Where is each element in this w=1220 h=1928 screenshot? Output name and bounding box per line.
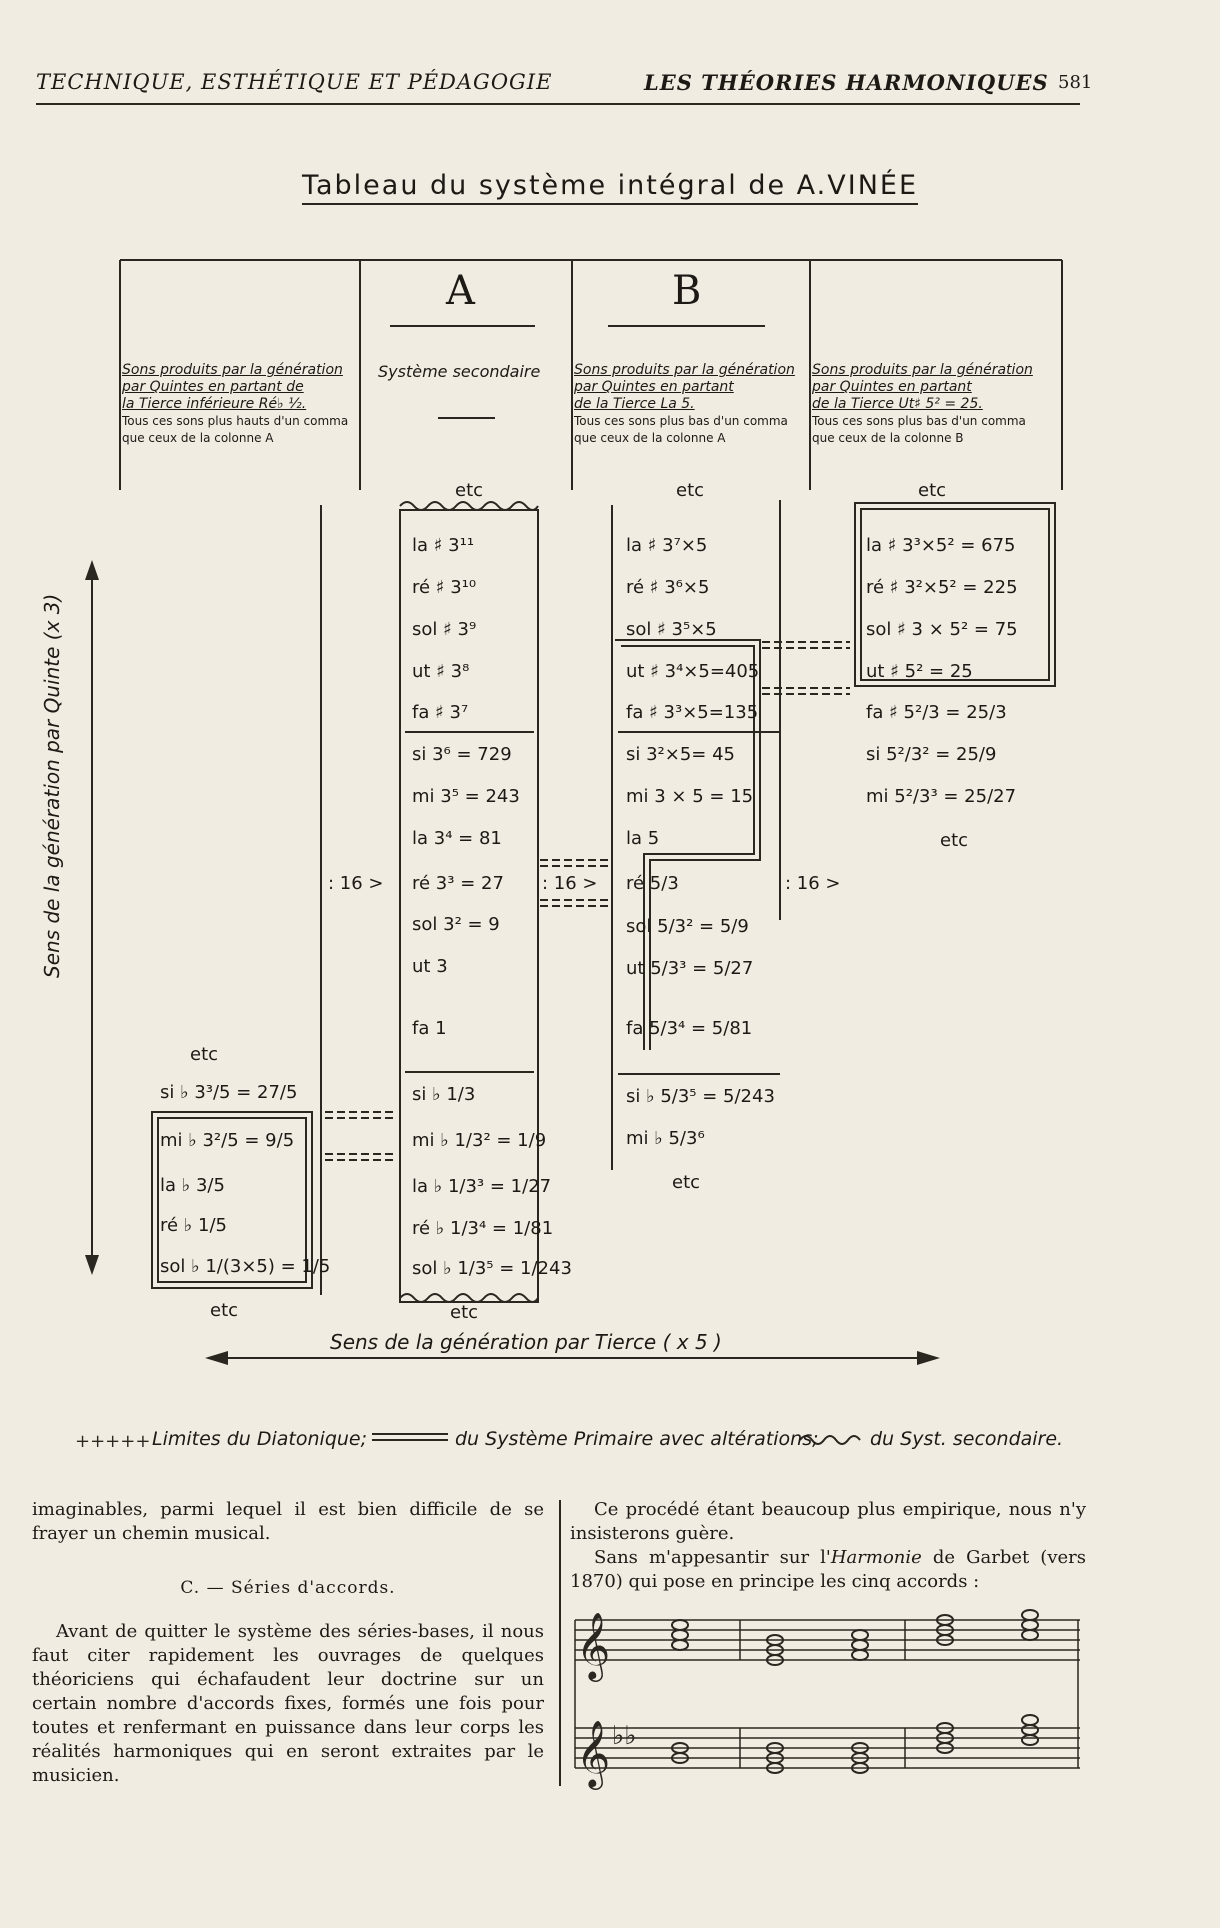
- svg-text:𝄞: 𝄞: [576, 1719, 611, 1787]
- colA-cell: ré ♯ 3¹⁰: [412, 577, 477, 598]
- colA-cell: si ♭ 1/3: [412, 1084, 476, 1105]
- col4-cell: mi 5²/3³ = 25/27: [866, 786, 1017, 807]
- colA-cell: mi 3⁵ = 243: [412, 786, 520, 807]
- horizontal-axis-label: Sens de la génération par Tierce ( x 5 ): [330, 1330, 722, 1354]
- column-1-header: [122, 362, 358, 447]
- col4-line-3: de la Tierce Ut♯ 5² = 25.: [812, 396, 983, 412]
- svg-text:+++++: +++++: [75, 1431, 151, 1452]
- col1-cell: ré ♭ 1/5: [160, 1215, 227, 1236]
- col4-line-1: Sons produits par la génération: [812, 362, 1033, 378]
- legend-diatonic: Limites du Diatonique;: [152, 1428, 368, 1450]
- etc-colA-top: etc: [455, 480, 484, 501]
- colB-cell: sol 5/3² = 5/9: [626, 916, 749, 937]
- col4-cell: la ♯ 3³×5² = 675: [866, 535, 1016, 556]
- col4-cell: si 5²/3² = 25/9: [866, 744, 997, 765]
- col4-cell: ut ♯ 5² = 25: [866, 661, 973, 682]
- colA-cell: sol ♯ 3⁹: [412, 619, 477, 640]
- colA-cell: mi ♭ 1/3² = 1/9: [412, 1130, 547, 1151]
- etc-col1-bottom: etc: [210, 1300, 239, 1321]
- col1-cell: mi ♭ 3²/5 = 9/5: [160, 1130, 295, 1151]
- column-divider: [559, 1500, 561, 1786]
- right-paragraph-2: [570, 1546, 1086, 1594]
- colB-cell: si ♭ 5/3⁵ = 5/243: [626, 1086, 775, 1107]
- colB-cell: mi 3 × 5 = 15: [626, 786, 754, 807]
- col4-cell: fa ♯ 5²/3 = 25/3: [866, 702, 1007, 723]
- colA-cell: la 3⁴ = 81: [412, 828, 502, 849]
- etc-col4-bottom: etc: [940, 830, 969, 851]
- col4-cell: sol ♯ 3 × 5² = 75: [866, 619, 1018, 640]
- left-paragraph-2: Avant de quitter le système des séries-bases, il nous faut citer rapidement les ouvrages de quelques théoriciens qui échafaudent leur doctrine sur un certain nombre d'accords fixes, formés une fois pour toutes et renfermant en puissance dans leur corps les réalités harmoniques qui en seront extraites par le musicien.: [32, 1621, 544, 1786]
- right-paragraph-2-emphasis: Harmonie: [830, 1547, 922, 1568]
- colB-cell: la ♯ 3⁷×5: [626, 535, 708, 556]
- etc-colB-bottom: etc: [672, 1172, 701, 1193]
- col1-line-3: la Tierce inférieure Ré♭ ½.: [122, 396, 307, 412]
- colB-cell: si 3²×5= 45: [626, 744, 736, 765]
- col4-line-5: que ceux de la colonne B: [812, 431, 964, 445]
- etc-col4-top: etc: [918, 480, 947, 501]
- colA-cell: ut 3: [412, 956, 448, 977]
- colA-cell: sol ♭ 1/3⁵ = 1/243: [412, 1258, 572, 1279]
- colA-cell: fa 1: [412, 1018, 447, 1039]
- colB-cell: sol ♯ 3⁵×5: [626, 619, 717, 640]
- colA-cell: si 3⁶ = 729: [412, 744, 512, 765]
- col4-cell: ré ♯ 3²×5² = 225: [866, 577, 1018, 598]
- legend-primary: du Système Primaire avec altérations;: [455, 1428, 819, 1450]
- col1-cell: si ♭ 3³/5 = 27/5: [160, 1082, 298, 1103]
- colB-cell: fa ♯ 3³×5=135: [626, 702, 759, 723]
- col4-line-4: Tous ces sons plus bas d'un comma: [812, 414, 1026, 428]
- col1-cell: sol ♭ 1/(3×5) = 1/5: [160, 1256, 331, 1277]
- colB-cell: la 5: [626, 828, 660, 849]
- vertical-axis-label: Sens de la génération par Quinte (x 3): [40, 593, 64, 978]
- colB-cell: fa 5/3⁴ = 5/81: [626, 1018, 753, 1039]
- running-header-left: TECHNIQUE, ESTHÉTIQUE ET PÉDAGOGIE: [36, 70, 553, 94]
- colB-cell: mi ♭ 5/3⁶: [626, 1128, 705, 1149]
- colA-cell: fa ♯ 3⁷: [412, 702, 469, 723]
- col1-line-5: que ceux de la colonne A: [122, 431, 274, 445]
- colB-line-3: de la Tierce La 5.: [574, 396, 695, 412]
- colA-cell: la ♯ 3¹¹: [412, 535, 475, 556]
- etc-col1-top: etc: [190, 1044, 219, 1065]
- column-A-letter: A: [446, 268, 475, 314]
- ratio-colA: : 16 >: [542, 873, 598, 894]
- colA-cell: sol 3² = 9: [412, 914, 500, 935]
- left-paragraph-1: imaginables, parmi lequel il est bien difficile de se frayer un chemin musical.: [32, 1499, 544, 1544]
- svg-text:𝄞: 𝄞: [576, 1611, 611, 1679]
- col1-line-1: Sons produits par la génération: [122, 362, 343, 378]
- right-paragraph-2-text-a: Sans m'appesantir sur l': [594, 1547, 831, 1568]
- svg-text:♭♭: ♭♭: [612, 1721, 637, 1751]
- running-header-right: LES THÉORIES HARMONIQUES: [644, 70, 1049, 95]
- section-heading: C. — Séries d'accords.: [180, 1578, 396, 1598]
- col1-cell: la ♭ 3/5: [160, 1175, 225, 1196]
- col1-line-2: par Quintes en partant de: [122, 379, 304, 395]
- ratio-colB: : 16 >: [785, 873, 841, 894]
- table-title: Tableau du système intégral de A.VINÉE: [0, 170, 1220, 201]
- legend-secondary: du Syst. secondaire.: [870, 1428, 1064, 1450]
- col4-line-2: par Quintes en partant: [812, 379, 972, 395]
- colB-cell: ré ♯ 3⁶×5: [626, 577, 710, 598]
- right-paragraph-2-text-b: de Garbet (vers 1870) qui pose en principe les cinq accords :: [570, 1547, 1086, 1592]
- colB-cell: ut 5/3³ = 5/27: [626, 958, 754, 979]
- colB-line-1: Sons produits par la génération: [574, 362, 795, 378]
- column-4-header: [812, 362, 1060, 447]
- page-number: 581: [1058, 72, 1093, 93]
- column-B-header: [574, 362, 810, 447]
- colB-line-4: Tous ces sons plus bas d'un comma: [574, 414, 788, 428]
- colA-cell: la ♭ 1/3³ = 1/27: [412, 1176, 552, 1197]
- etc-colA-bottom: etc: [450, 1302, 479, 1323]
- colB-line-5: que ceux de la colonne A: [574, 431, 726, 445]
- column-B-letter: B: [672, 268, 702, 314]
- column-A-header: Système secondaire: [378, 362, 541, 381]
- colB-cell: ut ♯ 3⁴×5=405: [626, 661, 760, 682]
- colA-cell: ré ♭ 1/3⁴ = 1/81: [412, 1218, 554, 1239]
- col1-line-4: Tous ces sons plus hauts d'un comma: [122, 414, 349, 428]
- right-paragraph-1: Ce procédé étant beaucoup plus empirique, nous n'y insisterons guère.: [570, 1499, 1086, 1544]
- colB-cell: ré 5/3: [626, 873, 679, 894]
- colA-cell: ré 3³ = 27: [412, 873, 504, 894]
- colB-line-2: par Quintes en partant: [574, 379, 734, 395]
- colA-cell: ut ♯ 3⁸: [412, 661, 470, 682]
- ratio-col1: : 16 >: [328, 873, 384, 894]
- etc-colB-top: etc: [676, 480, 705, 501]
